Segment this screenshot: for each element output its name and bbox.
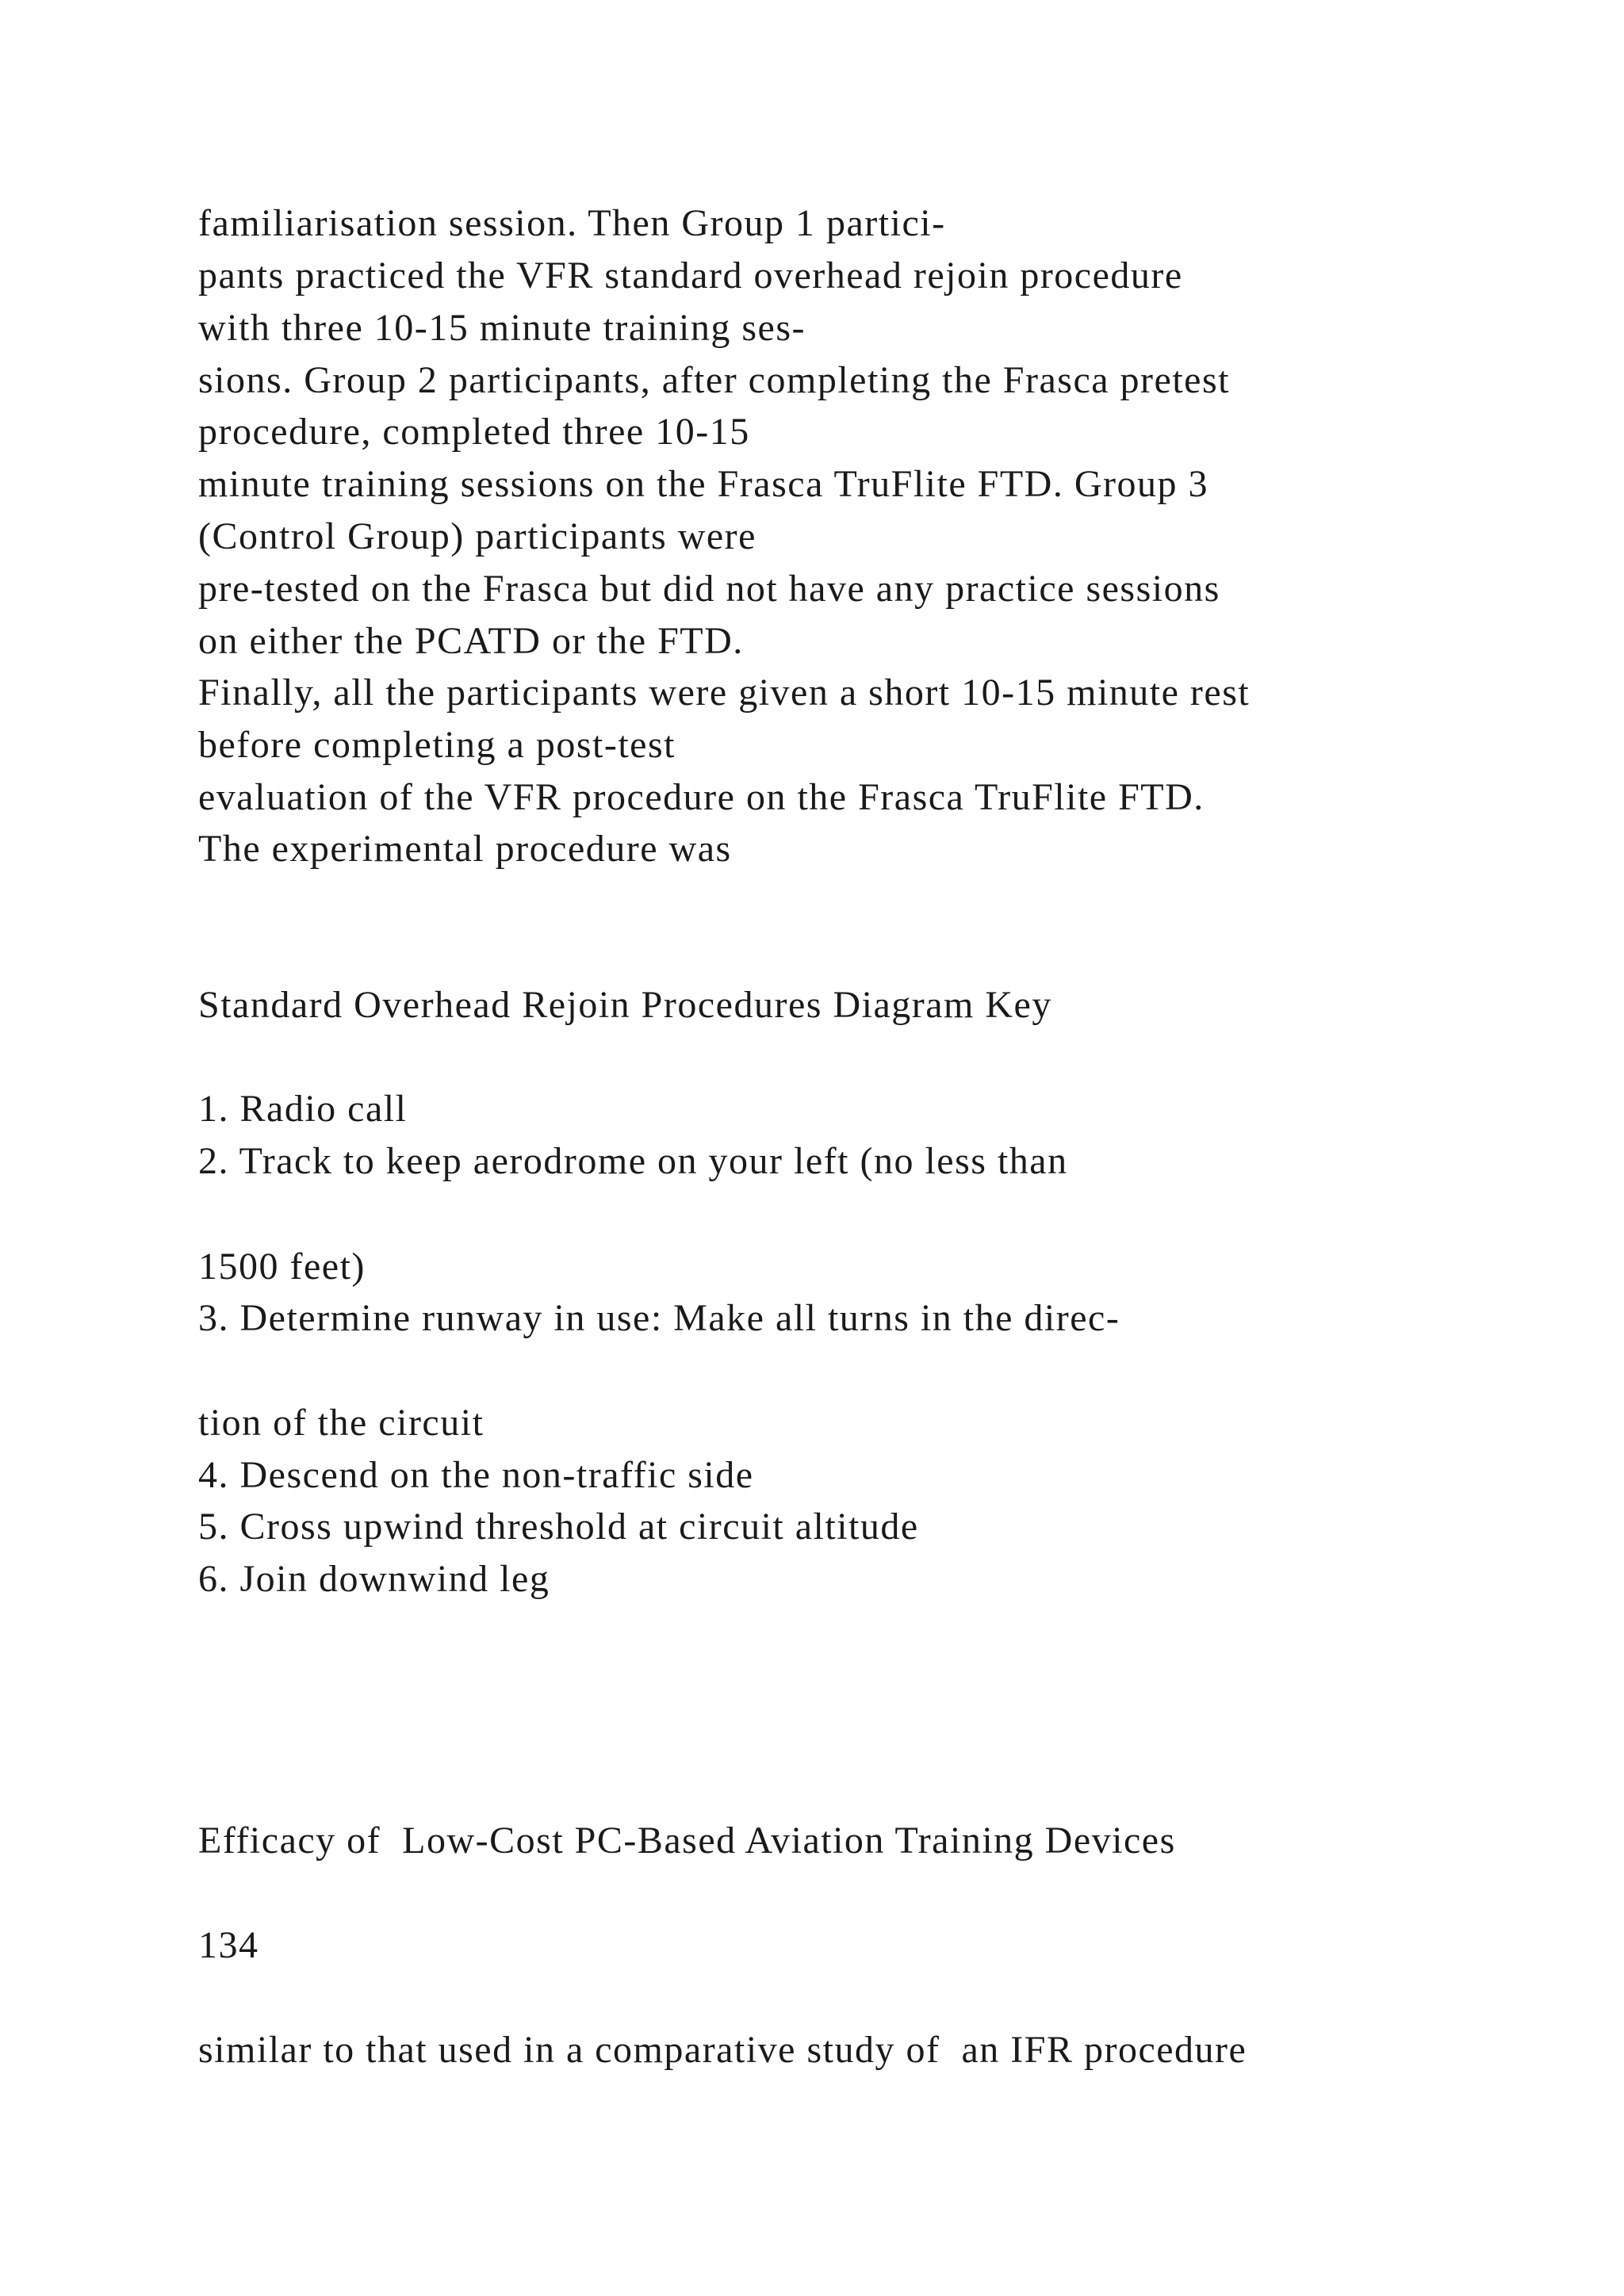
body-text-line: on either the PCATD or the FTD. [198,620,744,662]
body-text-line: before completing a post-test [198,724,676,766]
page-number: 134 [198,1924,259,1966]
body-text-line: evaluation of the VFR procedure on the Frasca TruFlite FTD. [198,776,1205,818]
body-text-line: similar to that used in a comparative study of an IFR procedure [198,2029,1247,2071]
diagram-key-item: tion of the circuit [198,1402,485,1444]
diagram-key-item: 1. Radio call [198,1088,408,1130]
diagram-key-item: 1500 feet) [198,1246,366,1288]
body-text-line: The experimental procedure was [198,828,732,870]
diagram-key-item: 4. Descend on the non-traffic side [198,1454,754,1496]
diagram-key-item: 3. Determine runway in use: Make all turns in the direc- [198,1297,1120,1339]
body-text-line: pants practiced the VFR standard overhead rejoin procedure [198,254,1183,297]
body-text-line: Finally, all the participants were given a short 10-15 minute rest [198,672,1251,714]
body-text-line: procedure, completed three 10-15 [198,411,750,453]
diagram-key-heading: Standard Overhead Rejoin Procedures Diagram Key [198,984,1052,1026]
diagram-key-item: 5. Cross upwind threshold at circuit altitude [198,1506,919,1548]
body-text-line: (Control Group) participants were [198,515,756,557]
diagram-key-item: 2. Track to keep aerodrome on your left (no less than [198,1140,1068,1182]
body-text-line: sions. Group 2 participants, after completing the Frasca pretest [198,359,1230,401]
body-text-line: familiarisation session. Then Group 1 partici- [198,202,946,244]
diagram-key-item: 6. Join downwind leg [198,1558,550,1600]
body-text-line: minute training sessions on the Frasca TruFlite FTD. Group 3 [198,463,1208,505]
body-text-line: with three 10-15 minute training ses- [198,307,806,349]
running-header: Efficacy of Low-Cost PC-Based Aviation Training Devices [198,1820,1176,1862]
body-text-line: pre-tested on the Frasca but did not have any practice sessions [198,568,1220,610]
